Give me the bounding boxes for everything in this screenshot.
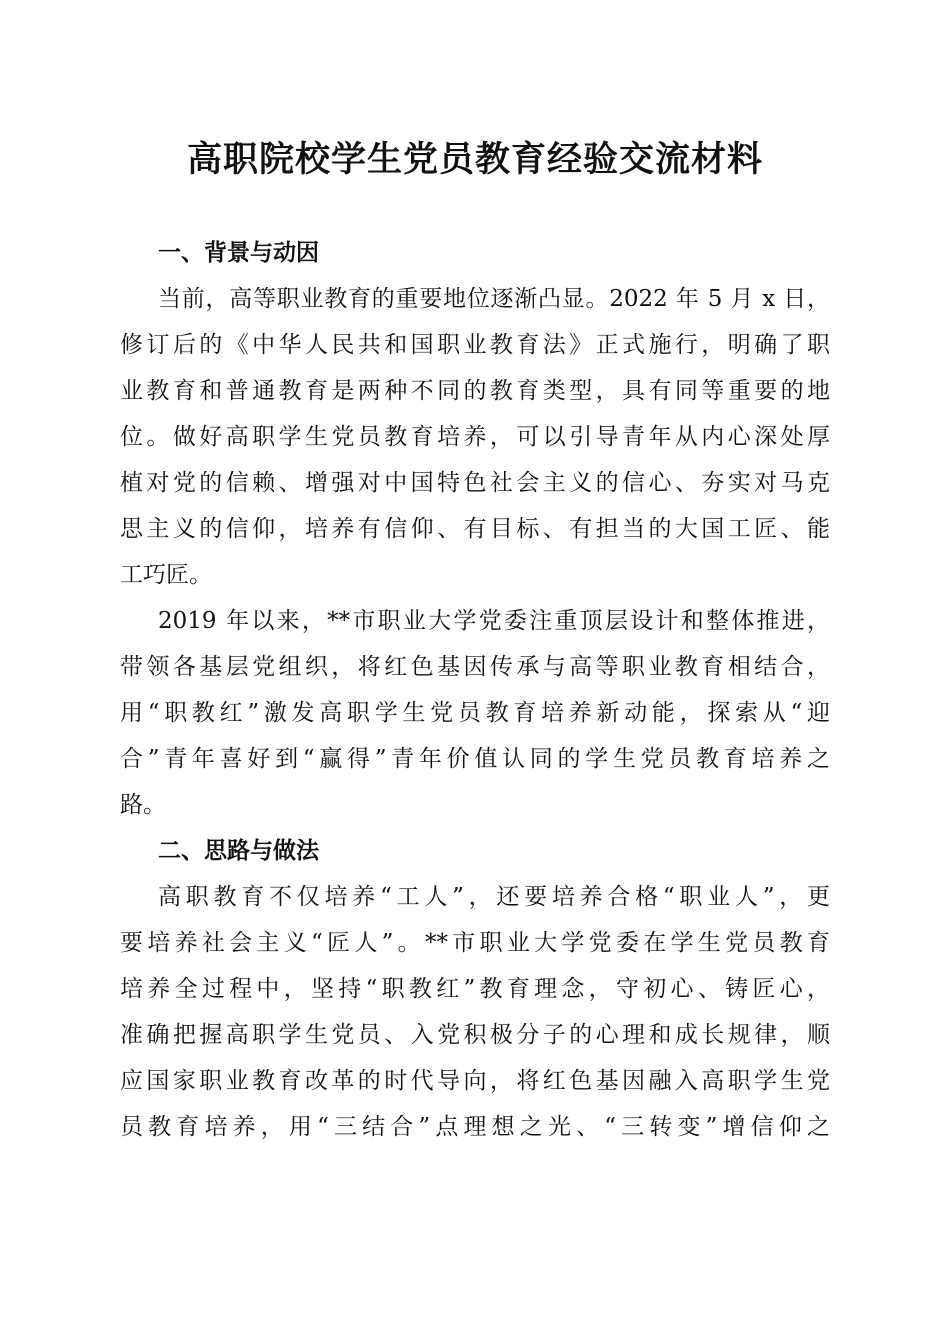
text-line: 用“职教红”激发高职学生党员教育培养新动能，探索从“迎 [120,700,830,726]
text-line: 2019 年以来，**市职业大学党委注重顶层设计和整体推进， [158,608,830,634]
text-line: 合”青年喜好到“赢得”青年价值认同的学生党员教育培养之 [120,746,830,772]
text-line: 思主义的信仰，培养有信仰、有目标、有担当的大国工匠、能 [120,516,830,542]
text-line: 路。 [120,792,166,818]
paragraph [120,276,830,598]
text-line: 员教育培养，用“三结合”点理想之光、“三转变”增信仰之 [120,1114,830,1140]
paragraph [120,598,830,828]
text-line: 准确把握高职学生党员、入党积极分子的心理和成长规律，顺 [120,1022,830,1048]
text-line: 植对党的信赖、增强对中国特色社会主义的信心、夯实对马克 [120,470,830,496]
text-line: 要培养社会主义“匠人”。**市职业大学党委在学生党员教育 [120,930,830,956]
document-title: 高职院校学生党员教育经验交流材料 [186,139,763,180]
section-approach [120,828,830,1150]
text-line: 业教育和普通教育是两种不同的教育类型，具有同等重要的地 [120,378,830,404]
text-line: 工巧匠。 [120,562,212,588]
section-background [120,230,830,828]
text-line: 位。做好高职学生党员教育培养，可以引导青年从内心深处厚 [120,424,830,450]
section-heading: 一、背景与动因 [158,240,319,266]
text-line: 高职教育不仅培养“工人”，还要培养合格“职业人”，更 [158,884,830,910]
document-body [120,230,830,1150]
paragraph [120,874,830,1150]
text-line: 当前，高等职业教育的重要地位逐渐凸显。2022 年 5 月 x 日， [158,286,830,312]
text-line: 修订后的《中华人民共和国职业教育法》正式施行，明确了职 [120,332,830,358]
section-heading: 二、思路与做法 [158,838,319,864]
text-line: 培养全过程中，坚持“职教红”教育理念，守初心、铸匠心， [120,976,830,1002]
text-line: 带领各基层党组织，将红色基因传承与高等职业教育相结合， [120,654,830,680]
text-line: 应国家职业教育改革的时代导向，将红色基因融入高职学生党 [120,1068,830,1094]
